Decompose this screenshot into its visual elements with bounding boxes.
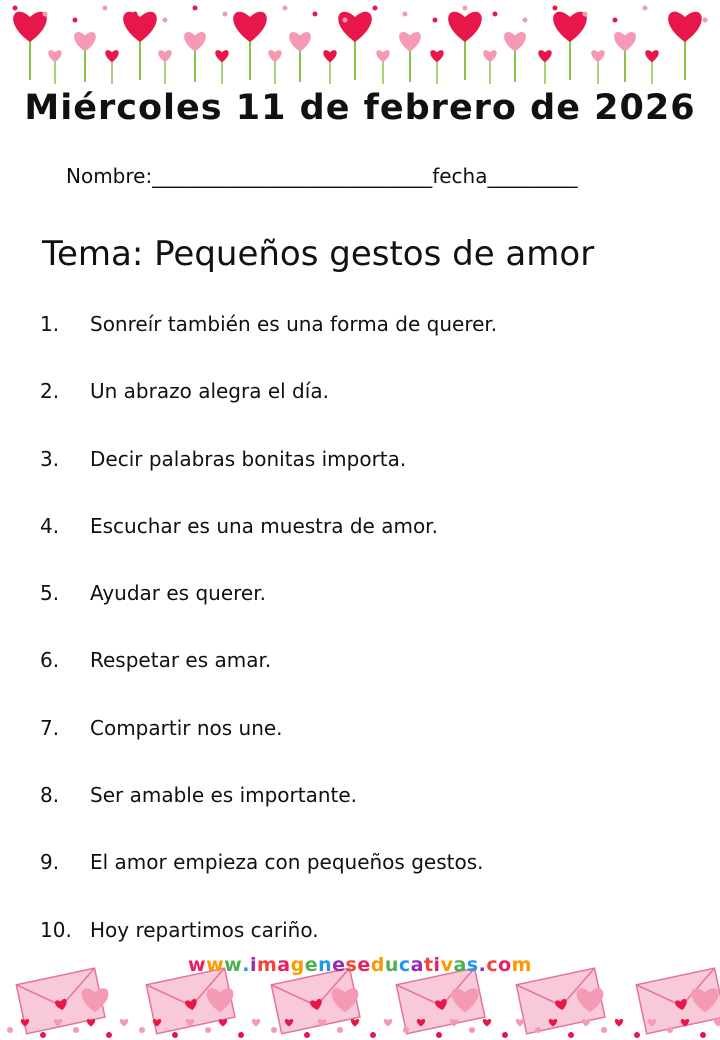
heart-icon xyxy=(323,50,336,62)
list-item xyxy=(40,447,700,514)
heart-icon xyxy=(338,12,372,42)
heart-icon xyxy=(233,12,267,42)
item-number: 1. xyxy=(40,312,60,336)
list-item xyxy=(40,379,700,446)
heart-icon xyxy=(184,32,206,52)
heart-icon xyxy=(13,12,47,42)
heart-icon xyxy=(123,12,157,42)
heart-icon xyxy=(553,12,587,42)
heart-icon xyxy=(645,50,658,62)
heart-icon xyxy=(48,50,61,62)
list-item xyxy=(40,716,700,783)
website-watermark: www.imageneseducativas.com xyxy=(188,954,532,976)
heart-icon xyxy=(376,50,389,62)
heart-icon xyxy=(448,12,482,42)
heart-icon xyxy=(430,50,443,62)
heart-icon xyxy=(158,50,171,62)
item-text: Sonreír también es una forma de querer. xyxy=(90,312,498,336)
heart-icon xyxy=(538,50,551,62)
item-text: Hoy repartimos cariño. xyxy=(90,917,319,942)
list-item xyxy=(40,783,700,850)
item-number: 8. xyxy=(40,783,60,808)
list-item xyxy=(40,514,700,581)
item-number: 4. xyxy=(40,513,60,538)
heart-icon xyxy=(504,32,526,52)
item-text: El amor empieza con pequeños gestos. xyxy=(90,850,484,875)
heart-icon xyxy=(614,32,636,52)
item-number: 2. xyxy=(40,379,60,404)
heart-icon xyxy=(668,12,702,42)
item-text: Compartir nos une. xyxy=(90,715,283,740)
heart-icon xyxy=(399,32,421,52)
name-date-line: Nombre:____________________________fecha_________ xyxy=(66,164,578,188)
heart-icon xyxy=(105,50,118,62)
item-number: 6. xyxy=(40,648,60,673)
item-number: 5. xyxy=(40,581,60,606)
phrase-list xyxy=(40,312,700,985)
heart-icon xyxy=(74,32,96,52)
item-text: Un abrazo alegra el día. xyxy=(90,379,329,404)
page-title: Miércoles 11 de febrero de 2026 xyxy=(24,88,696,128)
item-number: 3. xyxy=(40,446,60,471)
heart-icon xyxy=(483,50,496,62)
heart-icon xyxy=(268,50,281,62)
item-text: Ayudar es querer. xyxy=(90,581,266,606)
item-text: Escuchar es una muestra de amor. xyxy=(90,513,438,538)
item-text: Respetar es amar. xyxy=(90,648,272,673)
item-text: Decir palabras bonitas importa. xyxy=(90,446,407,471)
hearts-border-top xyxy=(0,0,720,86)
list-item xyxy=(40,850,700,917)
list-item xyxy=(40,648,700,715)
list-item xyxy=(40,312,700,379)
heart-icon xyxy=(215,50,228,62)
item-number: 7. xyxy=(40,715,60,740)
list-item xyxy=(40,581,700,648)
item-number: 10. xyxy=(40,917,72,942)
heart-icon xyxy=(591,50,604,62)
item-text: Ser amable es importante. xyxy=(90,783,358,808)
item-number: 9. xyxy=(40,850,60,875)
heart-icon xyxy=(289,32,311,52)
topic-heading: Tema: Pequeños gestos de amor xyxy=(42,234,595,274)
